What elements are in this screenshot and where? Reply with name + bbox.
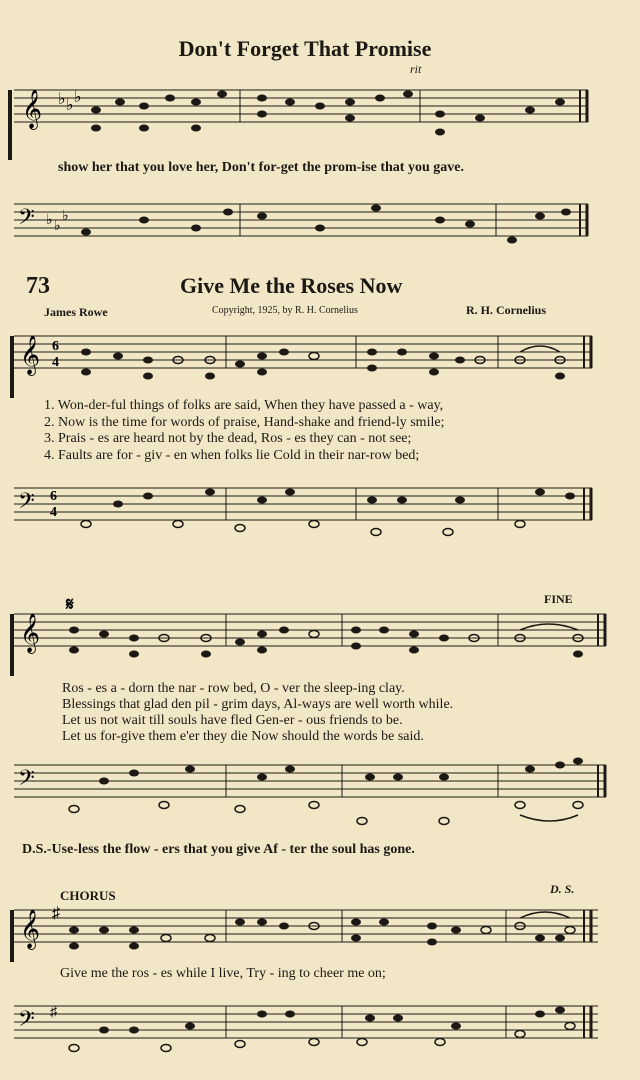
svg-text:♭: ♭ (46, 213, 53, 228)
ds-mark: D. S. (550, 882, 575, 896)
chorus-treble-staff (0, 898, 640, 962)
svg-text:4: 4 (50, 505, 57, 520)
prev-bass-staff (0, 190, 640, 260)
chorus-bass-staff (0, 990, 640, 1076)
verse-line: 2. Now is the time for words of praise, Hand-shake and friend-ly smile; (44, 414, 445, 430)
svg-text:𝄞: 𝄞 (22, 89, 43, 129)
svg-text:♯: ♯ (50, 1005, 57, 1020)
verse-line: Ros - es a - dorn the nar - row bed, O - ver the sleep-ing clay. (62, 681, 405, 696)
prev-hymn-title: Don't Forget That Promise (178, 36, 432, 61)
svg-text:𝄢: 𝄢 (18, 489, 35, 519)
svg-text:♭: ♭ (54, 219, 61, 234)
svg-text:𝄞: 𝄞 (20, 909, 41, 949)
svg-text:6: 6 (52, 339, 59, 354)
tempo-mark: rit (410, 62, 422, 76)
verses-part1 (44, 398, 444, 464)
copyright: Copyright, 1925, by R. H. Cornelius (212, 305, 358, 316)
verse-line: Let us for-give them e'er they die Now should the words be said. (62, 729, 424, 744)
svg-text:𝄞: 𝄞 (20, 335, 41, 375)
verse-line: 3. Prais - es are heard not by the dead, Ros - es they can - not see; (44, 431, 412, 446)
verse-line: Let us not wait till souls have fled Gen-er - ous friends to be. (62, 713, 403, 728)
svg-text:𝄢: 𝄢 (18, 205, 35, 235)
verses-part2 (62, 681, 453, 745)
hymn-number: 73 (26, 273, 50, 299)
svg-text:♭: ♭ (66, 97, 74, 114)
svg-text:♭: ♭ (74, 89, 82, 106)
svg-text:♭: ♭ (62, 209, 69, 224)
system1-bass-staff (0, 470, 640, 550)
author: James Rowe (44, 305, 108, 319)
chorus-lyric: Give me the ros - es while I live, Try - ing to cheer me on; (60, 966, 386, 981)
prev-treble-staff (0, 80, 640, 160)
verse-line: Blessings that glad den pil - grim days, Al-ways are well worth while. (62, 697, 454, 712)
verse-line: 4. Faults are for - giv - en when folks lie Cold in their nar-row bed; (44, 447, 420, 463)
svg-text:𝄞: 𝄞 (20, 613, 41, 653)
ds-lyric-line: D.S.-Use-less the flow - ers that you give Af - ter the soul has gone. (22, 842, 415, 857)
svg-text:♭: ♭ (58, 91, 66, 108)
chorus-label: CHORUS (60, 888, 116, 903)
composer: R. H. Cornelius (466, 303, 547, 317)
fine-mark: FINE (544, 592, 573, 606)
hymn-title: Give Me the Roses Now (180, 273, 403, 298)
system2-bass-staff (0, 745, 640, 835)
svg-text:♯: ♯ (52, 905, 60, 922)
svg-text:𝄋: 𝄋 (66, 594, 74, 614)
svg-text:6: 6 (50, 489, 57, 504)
svg-text:4: 4 (52, 355, 59, 370)
svg-text:𝄢: 𝄢 (18, 766, 35, 796)
prev-hymn-lyric: show her that you love her, Don't for-get the prom-ise that you gave. (58, 160, 464, 175)
svg-text:𝄢: 𝄢 (18, 1007, 35, 1037)
system1-treble-staff (0, 322, 640, 398)
verse-line: 1. Won-der-ful things of folks are said, When they have passed a - way, (44, 398, 444, 413)
